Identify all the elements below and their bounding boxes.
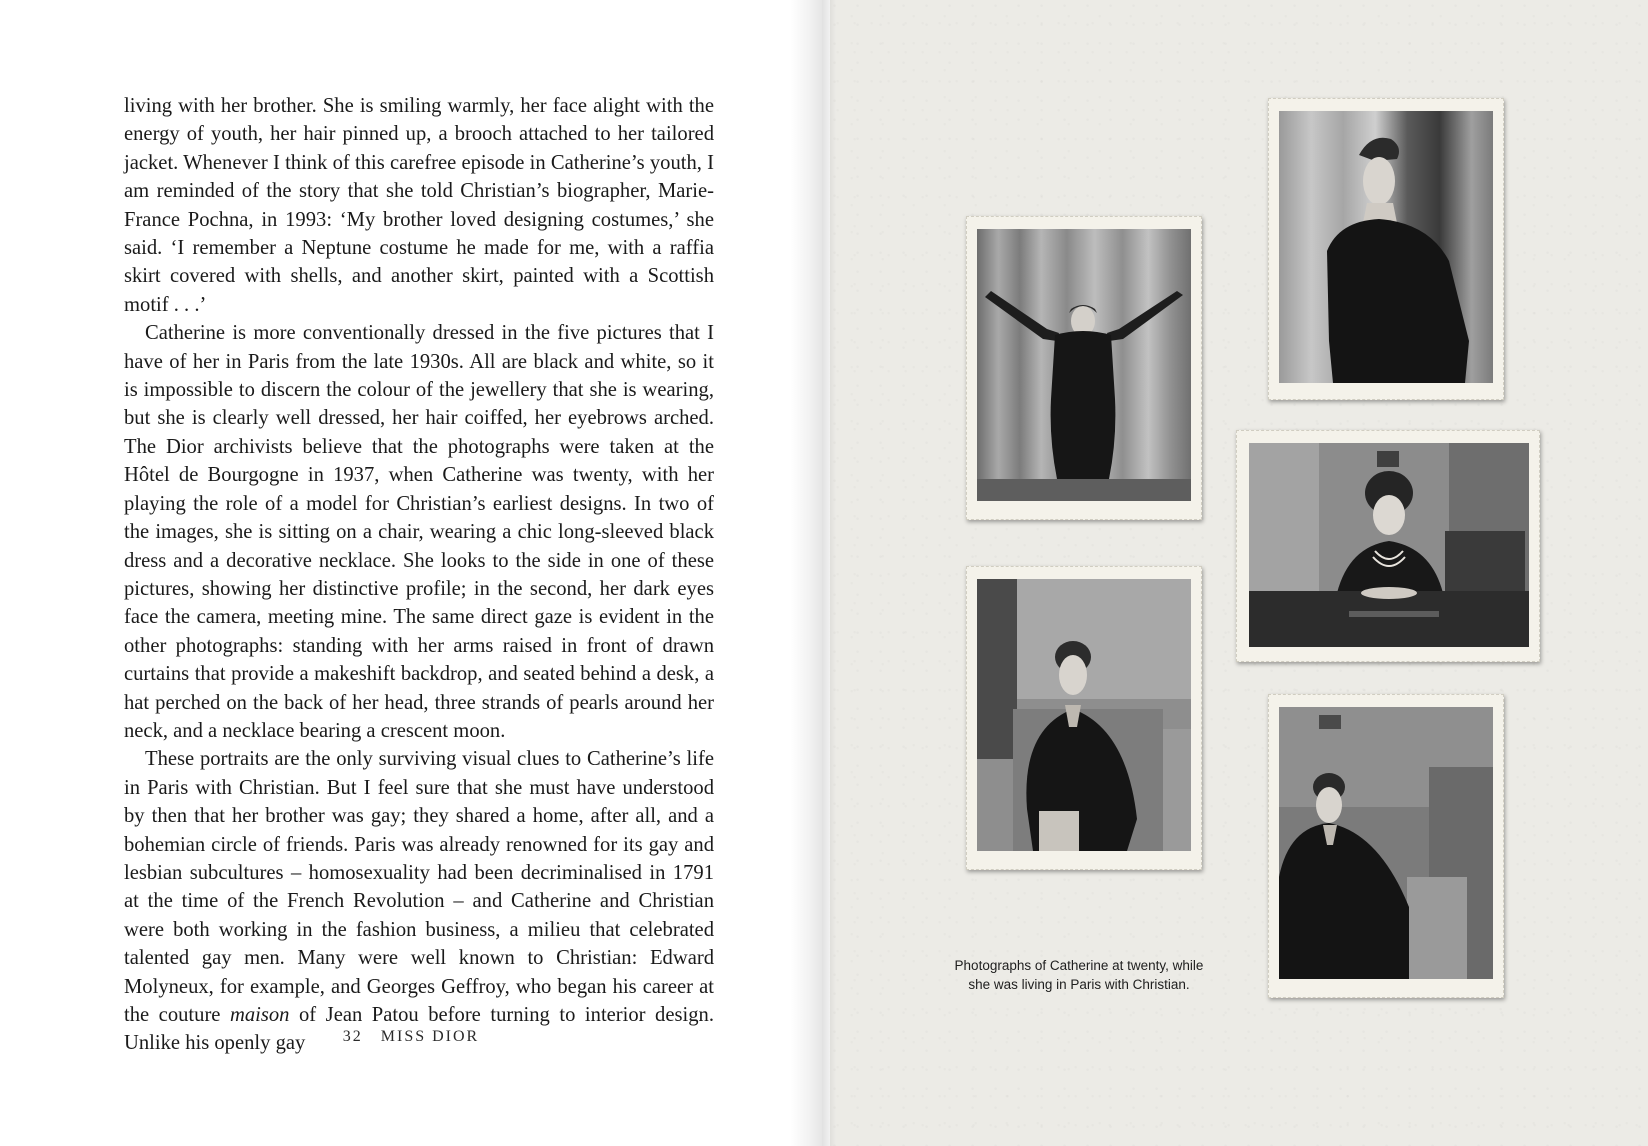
photo-armchair-front — [1268, 694, 1504, 998]
running-title: MISS DIOR — [380, 1028, 480, 1045]
photo-desk — [1236, 430, 1540, 662]
page-number: 32 — [342, 1028, 363, 1045]
left-page — [0, 0, 822, 1146]
paragraph-2: Catherine is more conventionally dressed in the five pictures that I have of her in Paris from the late 1930s. All are black and white, so it is impossible to discern the colour of the jewellery that she is wearing, but she is clearly well dressed, her hair coiffed, her eyebrows arched. The Dior archivists believe that the photographs were taken at the Hôtel de Bourgogne in 1937, when Catherine was twenty, with her playing the role of a model for Christian’s earliest designs. In two of the images, she is sitting on a chair, wearing a chic long-sleeved black dress and a decorative necklace. She looks to the side in one of these pictures, showing her distinctive profile; in the second, her dark eyes face the camera, meeting mine. The same direct gaze is evident in the other photographs: standing with her arms raised in front of drawn curtains that provide a makeshift backdrop, and seated behind a desk, a hat perched on the back of her head, three strands of pearls around her neck, and a necklace bearing a crescent moon. — [124, 322, 714, 742]
italic-word: maison — [229, 1004, 290, 1026]
photo-armchair-side-image — [977, 579, 1191, 851]
gutter-shadow — [790, 0, 822, 1146]
page-fold-shadow — [822, 0, 836, 1146]
body-text — [124, 92, 714, 1058]
photo-profile — [1268, 98, 1504, 400]
photo-caption: Photographs of Catherine at twenty, while she was living in Paris with Christian. — [954, 958, 1204, 992]
photo-profile-image — [1279, 111, 1493, 383]
paragraph-1: living with her brother. She is smiling warmly, her face alight with the energy of youth, her hair pinned up, a brooch attached to her tailored jacket. Whenever I think of this carefree episode in Catherine’s youth, I am reminded of the story that she told Christian’s biographer, Marie-France Pochna, in 1993: ‘My brother loved designing costumes,’ she said. ‘I remember a Neptune costume he made for me, with a raffia skirt covered with shells, and another skirt, painted with a Scottish motif . . .’ — [124, 95, 714, 316]
photo-armchair-side — [966, 566, 1202, 870]
paragraph-3 — [124, 745, 714, 1057]
running-footer — [0, 1028, 822, 1046]
photo-arms-raised-image — [977, 229, 1191, 501]
paragraph-3-text: These portraits are the only surviving visual clues to Catherine’s life in Paris with Christian. But I feel sure that she must have understood by then that her brother was gay; they shared a home, after all, and a bohemian circle of friends. Paris was already renowned for its gay and lesbian subcultures – homosexuality had been decriminalised in 1791 at the time of the French Revolution – and Catherine and Christian were both working in the fashion business, a milieu that celebrated talented gay men. Many were well known to Christian: Edward Molyneux, for example, and Georges Geffroy, who began his career at the couture — [124, 748, 714, 1026]
photo-armchair-front-image — [1279, 707, 1493, 979]
photo-arms-raised — [966, 216, 1202, 520]
paragraph-3-text-end: of Jean Patou before turning to interior design. Unlike his openly gay — [124, 1004, 714, 1055]
photo-desk-image — [1249, 443, 1529, 647]
